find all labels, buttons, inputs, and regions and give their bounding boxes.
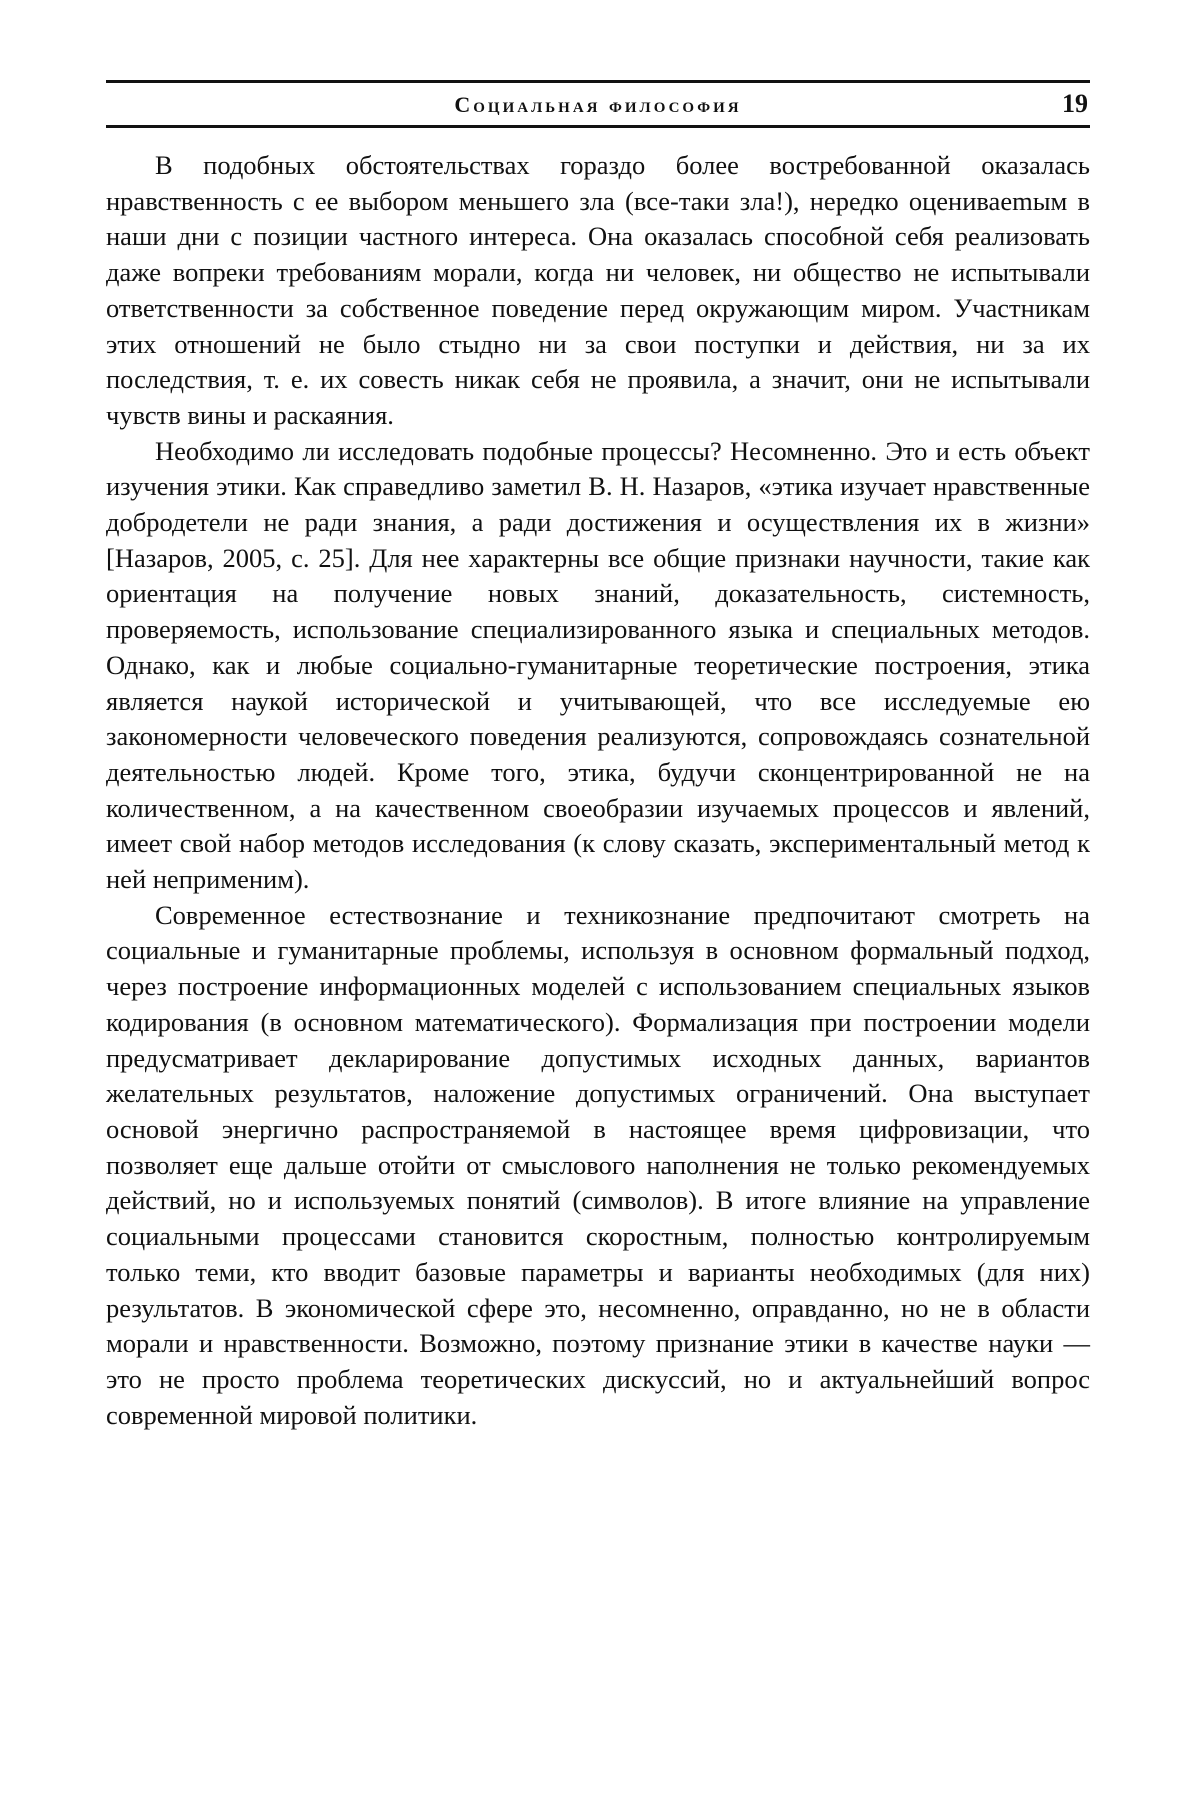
page-number: 19 <box>1062 91 1088 117</box>
section-title: Социальная философия <box>106 93 1090 117</box>
paragraph-1: В подобных обстоятельствах гораздо более востребованной оказалась нравственность с ее выбором меньшего зла (все-таки зла!), нередко оценивае­mым в наши дни с позиции частного интереса. Она оказалась способной себя реализовать даже вопреки требованиям морали, когда ни человек, ни общество не испытывали ответственности за собственное поведение перед окружающим миром. Участникам этих отношений не было стыдно ни за свои поступки и действия, ни за их последствия, т. е. их совесть никак себя не проявила, а значит, они не испытывали чувств вины и раскаяния. <box>106 148 1090 434</box>
paragraph-3: Современное естествознание и техникознание предпочитают смотреть на социальные и гуманитарные проблемы, используя в основном формальный подход, через построение информационных моделей с использованием спе­циальных языков кодирования (в основном математического). Формализация при построении модели предусматривает декларирование допустимых исход­ных данных, вариантов желательных результатов, наложение допустимых ограничений. Она выступает основой энергично распространяемой в настоя­щее время цифровизации, что позволяет еще дальше отойти от смыслового наполнения не только рекомендуемых действий, но и используемых понятий (символов). В итоге влияние на управление социальными процессами становится скоростным, полностью контролируемым только теми, кто вводит базовые параметры и варианты необходимых (для них) результатов. В экономической сфере это, несомненно, оправданно, но не в области морали и нравственно­сти. Возможно, поэтому признание этики в качестве науки — это не просто проблема теоретических дискуссий, но и актуальнейший вопрос современной мировой политики. <box>106 898 1090 1434</box>
running-head <box>106 80 1090 128</box>
paragraph-2: Необходимо ли исследовать подобные процессы? Несомненно. Это и есть объект изучения этики. Как справедливо заметил В. Н. Назаров, «этика изучает нравственные добродетели не ради знания, а ради достижения и осуществ­ления их в жизни» [Назаров, 2005, с. 25]. Для нее характерны все общие признаки научности, такие как ориентация на получение новых знаний, до­казательность, системность, проверяемость, использование специализиро­ванного языка и специальных методов. Однако, как и любые социально-гу­манитарные теоретические построения, этика является наукой исторической и учитывающей, что все исследуемые ею закономерности человеческого по­ведения реализуются, сопровождаясь сознательной деятельностью людей. Кроме того, этика, будучи сконцентрированной не на количественном, а на ка­чественном своеобразии изучаемых процессов и явлений, имеет свой на­бор методов исследования (к слову сказать, экспериментальный метод к ней неприменим). <box>106 434 1090 898</box>
body-text <box>106 148 1090 1433</box>
book-page <box>106 80 1090 1433</box>
